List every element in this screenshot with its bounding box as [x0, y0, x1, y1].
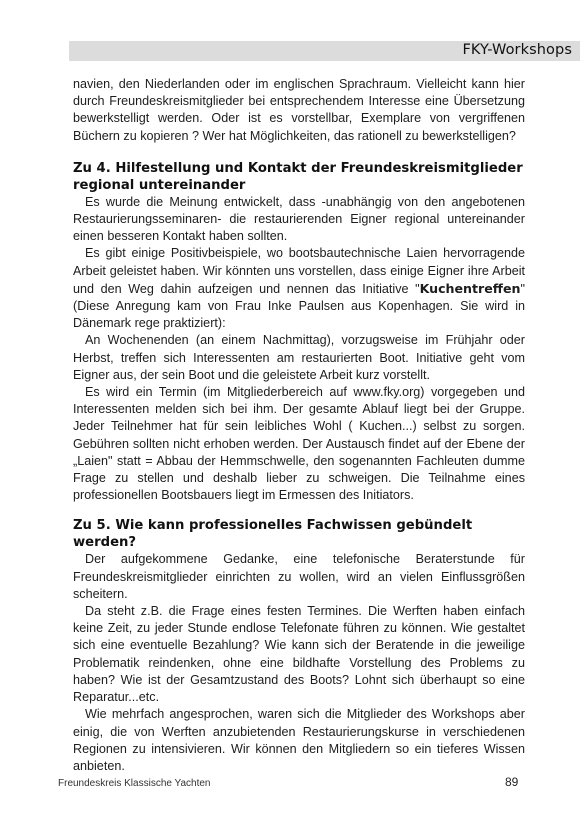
intro-paragraph: navien, den Niederlanden oder im englischen Sprachraum. Vielleicht kann hier durch Freundeskreismitglieder bei entsprechendem Interesse eine Übersetzung bewerkstelligt werden. Oder ist es vorstellbar, Exemplare von vergriffenen Büchern zu kopieren ? Wer hat Möglichkeiten, das rationell zu bewerkstelligen?: [73, 77, 525, 143]
section-4-paragraph-1: Es wurde die Meinung entwickelt, dass -unabhängig von den angebotenen Restaurierungsseminaren- die restaurierenden Eigner regional untereinander einen besseren Kontakt haben sollten.: [73, 194, 525, 244]
page-number: 89: [505, 775, 519, 789]
header-title: FKY-Workshops: [462, 42, 572, 58]
section-5-heading: Zu 5. Wie kann professionelles Fachwissen gebündelt werden?: [73, 518, 473, 551]
footer-publisher: Freundeskreis Klassische Yachten: [58, 778, 211, 789]
section-5-paragraph-2: Da steht z.B. die Frage eines festen Termines. Die Werften haben einfach keine Zeit, zu jeder Stunde endlose Telefonate führen zu können. Wie gestaltet sich eine eventuelle Bezahlung? Wie kann sich der Beratende in die jeweilige Problematik reindenken, ohne eine bildhafte Vorstellung des Problems zu haben? Wie ist der Gesamtzustand des Boots? Lohnt sich überhaupt so eine Reparatur...etc.: [73, 604, 525, 705]
section-4-paragraph-4: Es wird ein Termin (im Mitgliederbereich auf www.fky.org) vorgegeben und Interessenten melden sich bei ihm. Der gesamte Ablauf liegt bei der Gruppe. Jeder Teilnehmer hat für sein leibliches Wohl ( Kuchen...) selbst zu sorgen. Gebühren sollten nicht erhoben werden. Der Austausch findet auf der Ebene der „Laien" statt = Abbau der Hemmschwelle, den sogenannten Fachleuten dumme Frage zu stellen und deshalb lieber zu schweigen. Die Teilnahme eines professionellen Bootsbauers liegt im Ermessen des Initiators.: [73, 385, 525, 503]
running-header: [69, 41, 580, 61]
section-4-paragraph-2-start: Es gibt einige Positivbeispiele, wo bootsbautechnische Laien hervorragende Arbeit geleistet haben. Wir könnten uns vorstellen, dass einige Eigner ihre Arbeit und den Weg dahin aufzeigen und nennen das Initiative ": [73, 246, 525, 296]
section-4-paragraph-2: [73, 245, 525, 332]
section-5-paragraph-1: Der aufgekommene Gedanke, eine telefonische Beraterstunde für Freundeskreismitglieder einrichten zu wollen, wird an vielen Einflussgrößen scheitern.: [73, 552, 525, 601]
section-4-paragraph-2-end: " (Diese Anregung kam von Frau Inke Paulsen aus Kopenhagen. Sie wird in Dänemark rege praktiziert):: [73, 281, 525, 331]
page-body: [73, 76, 525, 775]
section-4-paragraph-3: An Wochenenden (an einem Nachmittag), vorzugsweise im Frühjahr oder Herbst, treffen sich Interessenten am restaurierten Boot. Initiative geht vom Eigner aus, der sein Boot und die geleistete Arbeit kurz vorstellt.: [73, 333, 525, 382]
section-5-paragraph-3: Wie mehrfach angesprochen, waren sich die Mitglieder des Workshops aber einig, die von Werften anzubietenden Restaurierungskurse in verschiedenen Regionen zu intensivieren. Wir können den Mitgliedern so ein tieferes Wissen anbieten.: [73, 707, 525, 773]
kuchentreffen-term: Kuchentreffen: [419, 280, 521, 296]
section-4-heading: Zu 4. Hilfestellung und Kontakt der Freundeskreismitglieder regional untereinander: [73, 160, 523, 193]
